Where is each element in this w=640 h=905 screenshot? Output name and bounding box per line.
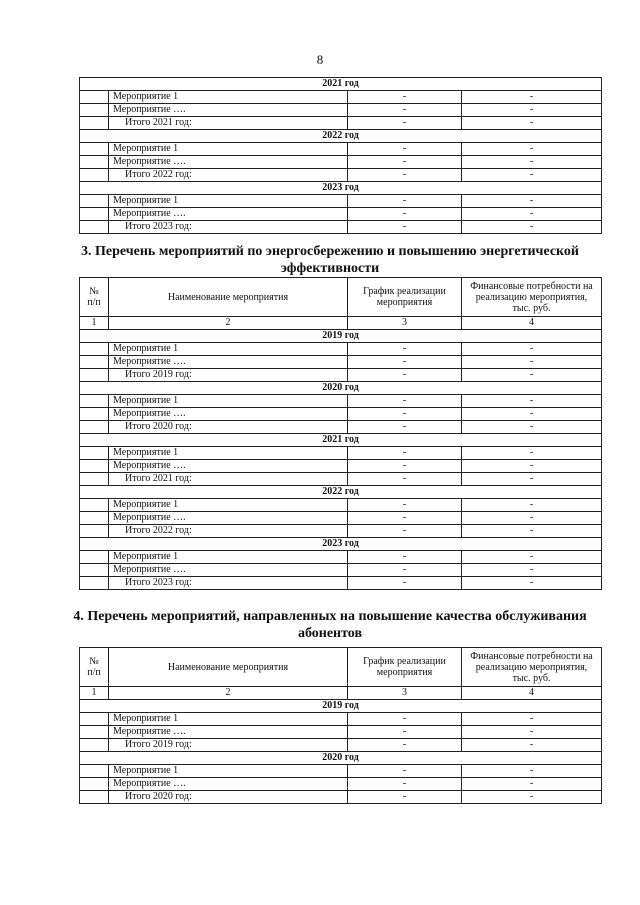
row-number-cell	[80, 564, 109, 577]
table-row	[80, 512, 602, 525]
year-heading: 2020 год	[80, 752, 602, 765]
service-quality-measures-table	[79, 647, 602, 804]
table-block-energy	[79, 277, 601, 590]
table-row	[80, 143, 602, 156]
measure-name-cell: Итого 2022 год:	[109, 525, 348, 538]
total-row	[80, 791, 602, 804]
schedule-cell: -	[348, 221, 462, 234]
finance-cell: -	[462, 460, 602, 473]
measure-name-cell: Итого 2023 год:	[109, 577, 348, 590]
total-row	[80, 525, 602, 538]
table-row	[80, 343, 602, 356]
schedule-cell: -	[348, 577, 462, 590]
schedule-cell: -	[348, 117, 462, 130]
finance-cell: -	[462, 369, 602, 382]
row-number-cell	[80, 395, 109, 408]
year-heading: 2021 год	[80, 434, 602, 447]
measure-name-cell: Мероприятие ….	[109, 208, 348, 221]
measure-name-cell: Мероприятие ….	[109, 726, 348, 739]
finance-cell: -	[462, 117, 602, 130]
finance-cell: -	[462, 195, 602, 208]
total-row	[80, 117, 602, 130]
total-row	[80, 369, 602, 382]
row-number-cell	[80, 765, 109, 778]
year-row	[80, 434, 602, 447]
total-row	[80, 169, 602, 182]
row-number-cell	[80, 369, 109, 382]
finance-cell: -	[462, 143, 602, 156]
measure-name-cell: Итого 2023 год:	[109, 221, 348, 234]
header-schedule: График реализации мероприятия	[348, 278, 462, 317]
year-row	[80, 486, 602, 499]
year-row	[80, 330, 602, 343]
total-row	[80, 221, 602, 234]
schedule-cell: -	[348, 369, 462, 382]
table-header-row	[80, 648, 602, 687]
column-number: 4	[462, 317, 602, 330]
year-row	[80, 700, 602, 713]
row-number-cell	[80, 356, 109, 369]
finance-cell: -	[462, 726, 602, 739]
table-row	[80, 395, 602, 408]
finance-cell: -	[462, 221, 602, 234]
table-row	[80, 551, 602, 564]
row-number-cell	[80, 512, 109, 525]
total-row	[80, 421, 602, 434]
finance-cell: -	[462, 343, 602, 356]
measure-name-cell: Мероприятие ….	[109, 356, 348, 369]
section-title-service-quality: 4. Перечень мероприятий, направленных на повышение качества обслуживания абонентов	[73, 609, 587, 641]
schedule-cell: -	[348, 208, 462, 221]
measure-name-cell: Мероприятие 1	[109, 395, 348, 408]
schedule-cell: -	[348, 765, 462, 778]
measure-name-cell: Итого 2021 год:	[109, 473, 348, 486]
schedule-cell: -	[348, 104, 462, 117]
schedule-cell: -	[348, 473, 462, 486]
measure-name-cell: Мероприятие 1	[109, 143, 348, 156]
finance-cell: -	[462, 473, 602, 486]
measure-name-cell: Итого 2020 год:	[109, 791, 348, 804]
year-heading: 2021 год	[80, 78, 602, 91]
row-number-cell	[80, 551, 109, 564]
row-number-cell	[80, 713, 109, 726]
table-header-row	[80, 278, 602, 317]
year-heading: 2019 год	[80, 700, 602, 713]
schedule-cell: -	[348, 156, 462, 169]
row-number-cell	[80, 778, 109, 791]
table-row	[80, 765, 602, 778]
column-number: 2	[109, 687, 348, 700]
header-schedule: График реализации мероприятия	[348, 648, 462, 687]
table-block-continued	[79, 77, 601, 234]
row-number-cell	[80, 460, 109, 473]
schedule-cell: -	[348, 395, 462, 408]
finance-cell: -	[462, 765, 602, 778]
table-row	[80, 499, 602, 512]
schedule-cell: -	[348, 512, 462, 525]
measure-name-cell: Мероприятие ….	[109, 408, 348, 421]
schedule-cell: -	[348, 551, 462, 564]
table-row	[80, 726, 602, 739]
measure-name-cell: Мероприятие ….	[109, 564, 348, 577]
schedule-cell: -	[348, 343, 462, 356]
table-row	[80, 91, 602, 104]
finance-cell: -	[462, 564, 602, 577]
row-number-cell	[80, 343, 109, 356]
year-row	[80, 382, 602, 395]
schedule-cell: -	[348, 169, 462, 182]
finance-cell: -	[462, 577, 602, 590]
finance-cell: -	[462, 208, 602, 221]
table-row	[80, 447, 602, 460]
row-number-cell	[80, 726, 109, 739]
table-block-service-quality	[79, 647, 601, 804]
schedule-cell: -	[348, 143, 462, 156]
header-finance: Финансовые потребности на реализацию мероприятия, тыс. руб.	[462, 278, 602, 317]
table-row	[80, 778, 602, 791]
row-number-cell	[80, 525, 109, 538]
row-number-cell	[80, 447, 109, 460]
table-row	[80, 713, 602, 726]
measure-name-cell: Итого 2021 год:	[109, 117, 348, 130]
column-number: 2	[109, 317, 348, 330]
page-number: 8	[316, 52, 324, 67]
row-number-cell	[80, 577, 109, 590]
column-number: 3	[348, 687, 462, 700]
finance-cell: -	[462, 156, 602, 169]
schedule-cell: -	[348, 356, 462, 369]
schedule-cell: -	[348, 564, 462, 577]
header-name: Наименование мероприятия	[109, 278, 348, 317]
row-number-cell	[80, 739, 109, 752]
table-row	[80, 356, 602, 369]
row-number-cell	[80, 104, 109, 117]
finance-cell: -	[462, 525, 602, 538]
measure-name-cell: Итого 2022 год:	[109, 169, 348, 182]
row-number-cell	[80, 421, 109, 434]
year-heading: 2019 год	[80, 330, 602, 343]
year-heading: 2023 год	[80, 538, 602, 551]
section-title-energy: 3. Перечень мероприятий по энергосбережению и повышению энергетической эффективности	[80, 244, 580, 276]
measure-name-cell: Мероприятие ….	[109, 460, 348, 473]
measure-name-cell: Мероприятие 1	[109, 499, 348, 512]
measure-name-cell: Итого 2020 год:	[109, 421, 348, 434]
year-row	[80, 182, 602, 195]
row-number-cell	[80, 473, 109, 486]
schedule-cell: -	[348, 726, 462, 739]
row-number-cell	[80, 143, 109, 156]
schedule-cell: -	[348, 195, 462, 208]
table-row	[80, 195, 602, 208]
row-number-cell	[80, 195, 109, 208]
measure-name-cell: Мероприятие 1	[109, 713, 348, 726]
measure-name-cell: Мероприятие 1	[109, 91, 348, 104]
schedule-cell: -	[348, 499, 462, 512]
finance-cell: -	[462, 356, 602, 369]
year-row	[80, 78, 602, 91]
measure-name-cell: Мероприятие 1	[109, 551, 348, 564]
measures-table-continued	[79, 77, 602, 234]
schedule-cell: -	[348, 778, 462, 791]
year-heading: 2022 год	[80, 486, 602, 499]
finance-cell: -	[462, 91, 602, 104]
finance-cell: -	[462, 551, 602, 564]
measure-name-cell: Мероприятие ….	[109, 156, 348, 169]
year-heading: 2022 год	[80, 130, 602, 143]
column-number: 1	[80, 687, 109, 700]
year-row	[80, 538, 602, 551]
schedule-cell: -	[348, 525, 462, 538]
table-row	[80, 208, 602, 221]
measure-name-cell: Мероприятие 1	[109, 343, 348, 356]
row-number-cell	[80, 169, 109, 182]
table-row	[80, 156, 602, 169]
finance-cell: -	[462, 791, 602, 804]
schedule-cell: -	[348, 791, 462, 804]
measure-name-cell: Мероприятие 1	[109, 195, 348, 208]
header-num: № п/п	[80, 648, 109, 687]
finance-cell: -	[462, 421, 602, 434]
table-row	[80, 460, 602, 473]
finance-cell: -	[462, 512, 602, 525]
column-numbers-row	[80, 687, 602, 700]
header-finance: Финансовые потребности на реализацию мероприятия, тыс. руб.	[462, 648, 602, 687]
schedule-cell: -	[348, 460, 462, 473]
year-heading: 2020 год	[80, 382, 602, 395]
schedule-cell: -	[348, 739, 462, 752]
header-name: Наименование мероприятия	[109, 648, 348, 687]
table-row	[80, 564, 602, 577]
row-number-cell	[80, 91, 109, 104]
year-row	[80, 130, 602, 143]
table-row	[80, 104, 602, 117]
row-number-cell	[80, 499, 109, 512]
schedule-cell: -	[348, 408, 462, 421]
finance-cell: -	[462, 713, 602, 726]
finance-cell: -	[462, 739, 602, 752]
column-number: 4	[462, 687, 602, 700]
row-number-cell	[80, 156, 109, 169]
energy-measures-table	[79, 277, 602, 590]
year-row	[80, 752, 602, 765]
row-number-cell	[80, 117, 109, 130]
row-number-cell	[80, 221, 109, 234]
measure-name-cell: Итого 2019 год:	[109, 739, 348, 752]
finance-cell: -	[462, 447, 602, 460]
column-number: 1	[80, 317, 109, 330]
finance-cell: -	[462, 104, 602, 117]
finance-cell: -	[462, 169, 602, 182]
measure-name-cell: Мероприятие 1	[109, 447, 348, 460]
finance-cell: -	[462, 408, 602, 421]
total-row	[80, 473, 602, 486]
row-number-cell	[80, 208, 109, 221]
column-number: 3	[348, 317, 462, 330]
measure-name-cell: Мероприятие ….	[109, 104, 348, 117]
finance-cell: -	[462, 395, 602, 408]
measure-name-cell: Мероприятие ….	[109, 778, 348, 791]
row-number-cell	[80, 408, 109, 421]
measure-name-cell: Итого 2019 год:	[109, 369, 348, 382]
schedule-cell: -	[348, 447, 462, 460]
measure-name-cell: Мероприятие 1	[109, 765, 348, 778]
measure-name-cell: Мероприятие ….	[109, 512, 348, 525]
table-row	[80, 408, 602, 421]
schedule-cell: -	[348, 421, 462, 434]
year-heading: 2023 год	[80, 182, 602, 195]
schedule-cell: -	[348, 91, 462, 104]
column-numbers-row	[80, 317, 602, 330]
finance-cell: -	[462, 778, 602, 791]
total-row	[80, 739, 602, 752]
total-row	[80, 577, 602, 590]
row-number-cell	[80, 791, 109, 804]
header-num: № п/п	[80, 278, 109, 317]
schedule-cell: -	[348, 713, 462, 726]
finance-cell: -	[462, 499, 602, 512]
